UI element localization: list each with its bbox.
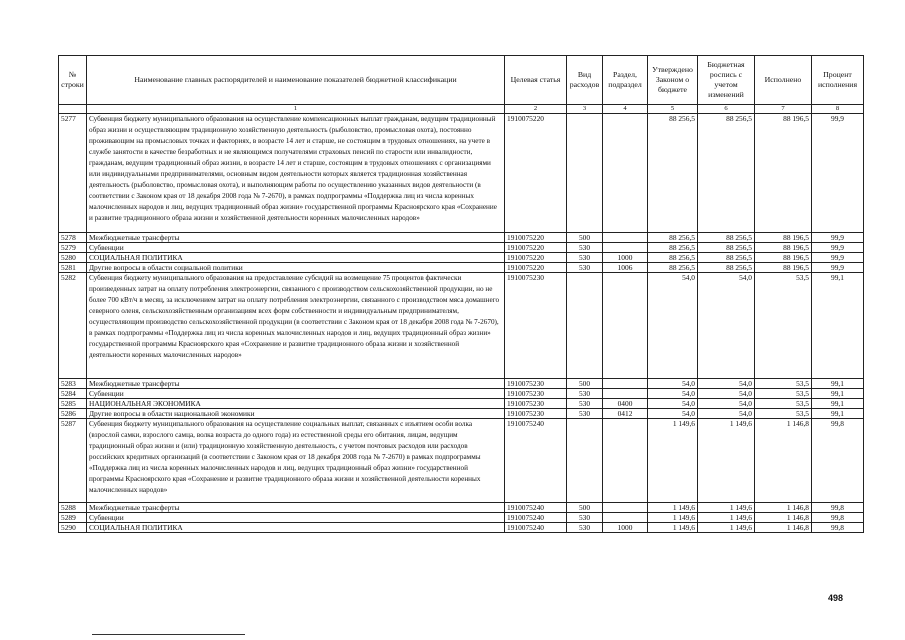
row-name-cell: Субвенции bbox=[87, 513, 505, 523]
section-cell: 1000 bbox=[603, 523, 648, 533]
row-name-cell: Субвенция бюджету муниципального образования на осуществление социальных выплат, связанных с изъятием особи волка (взрослой самки, взрослого самца, волка возраста до одного года) из естественной среды его обитания, лицам, ведущим традиционный образ жизни и (или) традиционную хозяйственную деятельность, с учетом почтовых расходов или расходов российских кредитных организаций (в соответствии с Законом края от 18 декабря 2008 года № 7-2670) в рамках подпрограммы «Поддержка лиц из числа коренных малочисленных народов и лиц, ведущих традиционный образ жизни» государственной программы Красноярского края «Сохранение и развитие традиционного образа жизни и хозяйственной деятельности коренных малочисленных народов» bbox=[87, 419, 505, 503]
row-name-cell: Другие вопросы в области национальной экономики bbox=[87, 409, 505, 419]
expense-type-cell: 530 bbox=[567, 409, 603, 419]
row-number-cell: 5282 bbox=[59, 273, 87, 379]
column-number-row bbox=[59, 105, 864, 114]
budget-list-cell: 54,0 bbox=[698, 379, 755, 389]
expense-type-cell: 530 bbox=[567, 389, 603, 399]
executed-cell: 1 146,8 bbox=[755, 513, 812, 523]
section-cell: 1000 bbox=[603, 253, 648, 263]
table-row bbox=[59, 399, 864, 409]
target-article-cell: 1910075230 bbox=[505, 409, 567, 419]
row-number-cell: 5284 bbox=[59, 389, 87, 399]
target-article-cell: 1910075230 bbox=[505, 273, 567, 379]
executed-cell: 1 146,8 bbox=[755, 503, 812, 513]
target-article-cell: 1910075240 bbox=[505, 513, 567, 523]
row-number-cell: 5280 bbox=[59, 253, 87, 263]
section-cell bbox=[603, 114, 648, 233]
table-row bbox=[59, 523, 864, 533]
percent-cell: 99,8 bbox=[812, 523, 864, 533]
row-name-cell: Межбюджетные трансферты bbox=[87, 379, 505, 389]
percent-cell: 99,1 bbox=[812, 273, 864, 379]
target-article-cell: 1910075240 bbox=[505, 503, 567, 513]
expense-type-cell bbox=[567, 114, 603, 233]
target-article-cell: 1910075220 bbox=[505, 253, 567, 263]
section-cell bbox=[603, 503, 648, 513]
executed-cell: 53,5 bbox=[755, 399, 812, 409]
approved-cell: 54,0 bbox=[648, 399, 698, 409]
column-number bbox=[59, 105, 87, 114]
budget-list-cell: 1 149,6 bbox=[698, 513, 755, 523]
row-name-cell: Субвенции bbox=[87, 243, 505, 253]
target-article-cell: 1910075220 bbox=[505, 233, 567, 243]
approved-cell: 54,0 bbox=[648, 389, 698, 399]
row-number-cell: 5278 bbox=[59, 233, 87, 243]
table-row bbox=[59, 389, 864, 399]
approved-cell: 1 149,6 bbox=[648, 503, 698, 513]
executed-cell: 53,5 bbox=[755, 409, 812, 419]
expense-type-cell: 530 bbox=[567, 523, 603, 533]
row-number-cell: 5287 bbox=[59, 419, 87, 503]
executed-cell: 53,5 bbox=[755, 379, 812, 389]
table-header-row bbox=[59, 56, 864, 105]
target-article-cell: 1910075230 bbox=[505, 379, 567, 389]
target-article-cell: 1910075220 bbox=[505, 243, 567, 253]
target-article-cell: 1910075240 bbox=[505, 419, 567, 503]
table-row bbox=[59, 233, 864, 243]
expense-type-cell: 530 bbox=[567, 263, 603, 273]
column-number: 8 bbox=[812, 105, 864, 114]
row-name-cell: СОЦИАЛЬНАЯ ПОЛИТИКА bbox=[87, 523, 505, 533]
table-row bbox=[59, 114, 864, 233]
percent-cell: 99,8 bbox=[812, 419, 864, 503]
expense-type-cell bbox=[567, 419, 603, 503]
target-article-cell: 1910075220 bbox=[505, 114, 567, 233]
percent-cell: 99,8 bbox=[812, 503, 864, 513]
column-number: 2 bbox=[505, 105, 567, 114]
percent-cell: 99,1 bbox=[812, 389, 864, 399]
expense-type-cell: 500 bbox=[567, 503, 603, 513]
section-cell bbox=[603, 389, 648, 399]
approved-cell: 1 149,6 bbox=[648, 419, 698, 503]
section-cell bbox=[603, 513, 648, 523]
expense-type-cell: 530 bbox=[567, 399, 603, 409]
header-expense-type: Вид расходов bbox=[567, 56, 603, 105]
row-number-cell: 5279 bbox=[59, 243, 87, 253]
section-cell bbox=[603, 273, 648, 379]
expense-type-cell: 530 bbox=[567, 513, 603, 523]
budget-list-cell: 88 256,5 bbox=[698, 233, 755, 243]
row-name-cell: Межбюджетные трансферты bbox=[87, 503, 505, 513]
executed-cell: 1 146,8 bbox=[755, 523, 812, 533]
percent-cell: 99,9 bbox=[812, 114, 864, 233]
header-executed: Исполнено bbox=[755, 56, 812, 105]
table-row bbox=[59, 419, 864, 503]
executed-cell: 88 196,5 bbox=[755, 233, 812, 243]
approved-cell: 1 149,6 bbox=[648, 523, 698, 533]
row-name-cell: Другие вопросы в области социальной политики bbox=[87, 263, 505, 273]
percent-cell: 99,8 bbox=[812, 513, 864, 523]
row-number-cell: 5281 bbox=[59, 263, 87, 273]
approved-cell: 88 256,5 bbox=[648, 233, 698, 243]
budget-execution-table bbox=[58, 55, 864, 533]
footnote-divider bbox=[92, 634, 245, 635]
budget-list-cell: 1 149,6 bbox=[698, 419, 755, 503]
approved-cell: 54,0 bbox=[648, 273, 698, 379]
table-row bbox=[59, 253, 864, 263]
percent-cell: 99,1 bbox=[812, 409, 864, 419]
percent-cell: 99,1 bbox=[812, 399, 864, 409]
expense-type-cell: 500 bbox=[567, 233, 603, 243]
header-row-number: № строки bbox=[59, 56, 87, 105]
budget-list-cell: 88 256,5 bbox=[698, 243, 755, 253]
executed-cell: 53,5 bbox=[755, 273, 812, 379]
executed-cell: 53,5 bbox=[755, 389, 812, 399]
approved-cell: 88 256,5 bbox=[648, 114, 698, 233]
row-number-cell: 5283 bbox=[59, 379, 87, 389]
approved-cell: 1 149,6 bbox=[648, 513, 698, 523]
row-name-cell: СОЦИАЛЬНАЯ ПОЛИТИКА bbox=[87, 253, 505, 263]
table-row bbox=[59, 409, 864, 419]
budget-list-cell: 54,0 bbox=[698, 389, 755, 399]
section-cell bbox=[603, 419, 648, 503]
budget-list-cell: 54,0 bbox=[698, 399, 755, 409]
table-row bbox=[59, 243, 864, 253]
budget-list-cell: 88 256,5 bbox=[698, 114, 755, 233]
section-cell bbox=[603, 243, 648, 253]
row-number-cell: 5286 bbox=[59, 409, 87, 419]
expense-type-cell: 530 bbox=[567, 243, 603, 253]
percent-cell: 99,9 bbox=[812, 263, 864, 273]
executed-cell: 88 196,5 bbox=[755, 243, 812, 253]
header-percent: Процент исполнения bbox=[812, 56, 864, 105]
table-row bbox=[59, 273, 864, 379]
budget-table-page bbox=[58, 55, 863, 533]
column-number: 6 bbox=[698, 105, 755, 114]
table-row bbox=[59, 513, 864, 523]
row-name-cell: Субвенции bbox=[87, 389, 505, 399]
percent-cell: 99,1 bbox=[812, 379, 864, 389]
budget-list-cell: 54,0 bbox=[698, 409, 755, 419]
column-number: 3 bbox=[567, 105, 603, 114]
percent-cell: 99,9 bbox=[812, 243, 864, 253]
header-budget-list: Бюджетная роспись с учетом изменений bbox=[698, 56, 755, 105]
section-cell: 0412 bbox=[603, 409, 648, 419]
budget-list-cell: 88 256,5 bbox=[698, 253, 755, 263]
row-number-cell: 5285 bbox=[59, 399, 87, 409]
expense-type-cell bbox=[567, 273, 603, 379]
approved-cell: 54,0 bbox=[648, 409, 698, 419]
column-number: 4 bbox=[603, 105, 648, 114]
percent-cell: 99,9 bbox=[812, 253, 864, 263]
header-approved: Утверждено Законом о бюджете bbox=[648, 56, 698, 105]
target-article-cell: 1910075240 bbox=[505, 523, 567, 533]
section-cell bbox=[603, 379, 648, 389]
percent-cell: 99,9 bbox=[812, 233, 864, 243]
approved-cell: 88 256,5 bbox=[648, 263, 698, 273]
table-row bbox=[59, 379, 864, 389]
budget-list-cell: 88 256,5 bbox=[698, 263, 755, 273]
row-number-cell: 5290 bbox=[59, 523, 87, 533]
row-name-cell: НАЦИОНАЛЬНАЯ ЭКОНОМИКА bbox=[87, 399, 505, 409]
budget-list-cell: 1 149,6 bbox=[698, 523, 755, 533]
approved-cell: 88 256,5 bbox=[648, 253, 698, 263]
header-target-article: Целевая статья bbox=[505, 56, 567, 105]
row-number-cell: 5289 bbox=[59, 513, 87, 523]
executed-cell: 88 196,5 bbox=[755, 114, 812, 233]
table-row bbox=[59, 263, 864, 273]
target-article-cell: 1910075230 bbox=[505, 389, 567, 399]
column-number: 1 bbox=[87, 105, 505, 114]
table-row bbox=[59, 503, 864, 513]
executed-cell: 88 196,5 bbox=[755, 263, 812, 273]
approved-cell: 88 256,5 bbox=[648, 243, 698, 253]
header-name: Наименование главных распорядителей и наименование показателей бюджетной классификации bbox=[87, 56, 505, 105]
target-article-cell: 1910075220 bbox=[505, 263, 567, 273]
header-section: Раздел, подраздел bbox=[603, 56, 648, 105]
section-cell bbox=[603, 233, 648, 243]
budget-list-cell: 1 149,6 bbox=[698, 503, 755, 513]
row-name-cell: Межбюджетные трансферты bbox=[87, 233, 505, 243]
target-article-cell: 1910075230 bbox=[505, 399, 567, 409]
budget-list-cell: 54,0 bbox=[698, 273, 755, 379]
row-name-cell: Субвенция бюджету муниципального образования на осуществление компенсационных выплат гражданам, ведущим традиционный образ жизни и осуществляющим традиционную хозяйственную деятельность (рыболовство, промысловая охота), постоянно проживающим на промысловых точках и факториях, в возрасте 14 лет и старше, не состоящим в трудовых отношениях, на учете в службе занятости в качестве безработных и не являющимся получателями страховых пенсий по старости или инвалидности, гражданам, ведущим традиционный образ жизни, в возрасте 14 лет и старше, состоящим в трудовых отношениях с организациями или индивидуальными предпринимателями, основным видом деятельности которых является традиционная хозяйственная деятельность (рыболовство, промысловая охота), и выполняющим работы по осуществлению указанных видов деятельности (в соответствии с Законом края от 18 декабря 2008 года № 7-2670), в рамках подпрограммы «Поддержка лиц из числа коренных малочисленных народов и лиц, ведущих традиционный образ жизни» государственной программы Красноярского края «Сохранение и развитие традиционного образа жизни и хозяйственной деятельности коренных малочисленных народов» bbox=[87, 114, 505, 233]
column-number: 5 bbox=[648, 105, 698, 114]
executed-cell: 1 146,8 bbox=[755, 419, 812, 503]
row-name-cell: Субвенция бюджету муниципального образования на предоставление субсидий на возмещение 75 процентов фактически произведенных затрат на оплату потребления электроэнергии, связанного с производством сельскохозяйственной продукции, но не более 700 кВт/ч в месяц, за исключением затрат на оплату потребления электроэнергии, связанного с производством мяса домашнего северного оленя, сельскохозяйственным организациям всех форм собственности и индивидуальным предпринимателям, осуществляющим производство сельскохозяйственной продукции (в соответствии с Законом края от 18 декабря 2008 года № 7-2670), в рамках подпрограммы «Поддержка лиц из числа коренных малочисленных народов и лиц, ведущих традиционный образ жизни» государственной программы Красноярского края «Сохранение и развитие традиционного образа жизни и хозяйственной деятельности коренных малочисленных народов» bbox=[87, 273, 505, 379]
column-number: 7 bbox=[755, 105, 812, 114]
section-cell: 1006 bbox=[603, 263, 648, 273]
row-number-cell: 5288 bbox=[59, 503, 87, 513]
page-number: 498 bbox=[828, 593, 844, 603]
expense-type-cell: 500 bbox=[567, 379, 603, 389]
executed-cell: 88 196,5 bbox=[755, 253, 812, 263]
row-number-cell: 5277 bbox=[59, 114, 87, 233]
section-cell: 0400 bbox=[603, 399, 648, 409]
approved-cell: 54,0 bbox=[648, 379, 698, 389]
expense-type-cell: 530 bbox=[567, 253, 603, 263]
